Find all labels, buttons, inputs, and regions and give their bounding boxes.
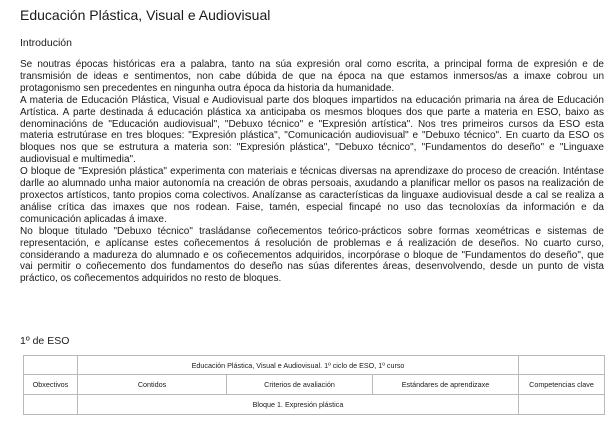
column-header-key-competences: Competencias clave: [519, 375, 605, 395]
page-title: Educación Plástica, Visual e Audiovisual: [20, 7, 271, 23]
paragraph: Se noutras épocas históricas era a palabra, tanto na súa expresión oral como escrita, a principal forma de expresión e de transmisión de ideas e sentimentos, non cabe dúbida de que na época na que estamos inmersos/as a imaxe cobrou un protagonismo sen precedentes en ningunha outra época da historia da humanidade.: [20, 59, 604, 94]
column-header-objectives: Obxectivos: [24, 375, 78, 395]
curriculum-table: [23, 355, 605, 415]
table-cell-empty: [519, 356, 605, 375]
paragraph: A materia de Educación Plástica, Visual e Audiovisual parte dos bloques impartidos na educación primaria na área de Educación Artística. A parte destinada á educación plástica xa anticipaba os mesmos bloques dos que parte a materia en ESO, baixo as denominacións de "Educación audiovisual", "Debuxo técnico" e "Expresión artística". Nos tres primeiros cursos da ESO esta materia estrutúrase en tres bloques: "Expresión plástica", "Comunicación audiovisual" e "Debuxo técnico". En cuarto da ESO os bloques nos que se estrutura a materia son: "Expresión plástica", "Debuxo técnico", "Fundamentos do deseño" e "Linguaxe audiovisual e multimedia".: [20, 94, 604, 166]
table-cell-empty: [24, 356, 78, 375]
table-cell-empty: [519, 395, 605, 415]
column-header-learning-standards: Estándares de aprendizaxe: [373, 375, 519, 395]
block-row-label: Bloque 1. Expresión plástica: [78, 395, 519, 415]
course-heading: 1º de ESO: [20, 335, 70, 347]
paragraph: O bloque de "Expresión plástica" experimenta con materiais e técnicas diversas na aprendizaxe do proceso de creación. Inténtase darlle ao alumnado unha maior autonomía na creación de obras persoais, axudando a planificar mellor os pasos na realización de proxectos artísticos, tanto propios coma colectivos. Analízanse as características da linguaxe audiovisual desde a cal se realiza a análise crítica das imaxes que nos rodean. Faise, tamén, especial fincapé no uso das tecnoloxías da información e da comunicación aplicadas á imaxe.: [20, 166, 604, 225]
paragraph: No bloque titulado "Debuxo técnico" trasládanse coñecementos teórico-prácticos sobre formas xeométricas e sistemas de representación, e aplícanse estes coñecementos á resolución de problemas e á realización de deseños. No cuarto curso, considerando a madureza do alumnado e os coñecementos adquiridos, incorpórase o bloque de "Fundamentos do deseño", que vai permitir o coñecemento dos fundamentos do deseño nas súas diferentes áreas, desenvolvendo, desde un punto de vista práctico, os coñecementos adquiridos no resto de bloques.: [20, 225, 604, 285]
introduction-text: [20, 59, 604, 285]
column-header-evaluation-criteria: Criterios de avaliación: [227, 375, 373, 395]
column-header-contents: Contidos: [78, 375, 227, 395]
table-cell-empty: [24, 395, 78, 415]
section-heading-introduction: Introdución: [20, 37, 72, 49]
table-caption: Educación Plástica, Visual e Audiovisual. 1º ciclo de ESO, 1º curso: [78, 356, 519, 375]
